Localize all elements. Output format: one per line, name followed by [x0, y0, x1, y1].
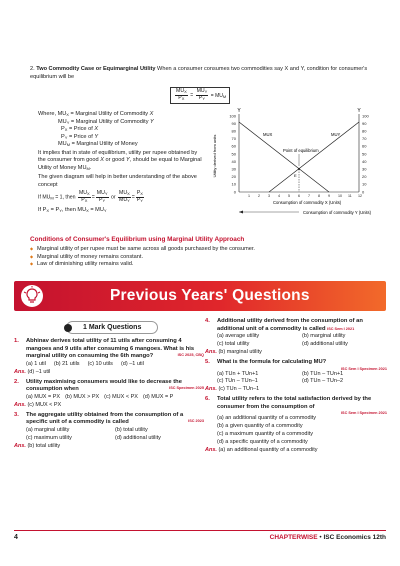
question-text: Additional utility derived from the consumption of an additional unit of a commodity is called [217, 318, 363, 332]
y-tick-label: 90 [231, 120, 236, 126]
option: (d) MUX = P [142, 393, 174, 400]
option: (b) marginal utility [302, 333, 346, 340]
x-tick-label: 4 [278, 194, 280, 198]
option: (b) a given quantity of a commodity [217, 423, 303, 430]
y-tick-label: 70 [231, 136, 236, 142]
footer-brand [270, 534, 386, 541]
answer: (c) MUX < PX [27, 401, 62, 408]
question-5: 5. What is the formula for calculating MU? ISC Sem I Specimen 2021 (a) TUn + TUn+1 (b) TUn – TUn+1 (c) TUn – TUn–1 (d) TUn – TUn–2 Ans. (c) TUn – TUn–1 [205, 358, 387, 393]
question-text: Utility maximising consumers would like to decrease the consumption when [26, 378, 182, 393]
banner-title: Previous Years' Questions [110, 287, 310, 304]
x-tick-label: 8 [318, 194, 320, 198]
option: (a) 1 util [26, 360, 46, 367]
section-intro-text: When a consumer consumes two commodities say X and Y, condition for consumer's equilibrium will be [30, 66, 368, 80]
option: (b) MUX > PX [65, 393, 100, 400]
mux-curve [239, 122, 329, 192]
option: (c) a maximum quantity of a commodity [217, 431, 313, 438]
y-tick-label: 30 [362, 166, 367, 172]
option: (c) total utility [217, 341, 250, 348]
question-3: 3. The aggregate utility obtained from the consumption of a specific unit of a commodity is called ISC 2023 (a) marginal utility (b) total utility (c) maximum utility (d) additional utility Ans. (b) total utility [14, 411, 204, 449]
conditions-title: Conditions of Consumer's Equilibrium using Marginal Utility Approach [30, 236, 245, 243]
option: (d) –1 util [120, 360, 144, 367]
y-tick-label: 50 [362, 151, 367, 157]
y-tick-label: 20 [231, 174, 236, 180]
option: (b) total utility [115, 426, 148, 433]
question-2: 2. Utility maximising consumers would like to decrease the consumption when ISC Specimen 2025 (a) MUX = PX (b) MUX > PX (c) MUX < PX (d) MUX = P Ans. (c) MUX < PX [14, 378, 204, 408]
x-tick-label: 9 [328, 194, 330, 198]
question-source: ISC Sem I Specimen 2021 [340, 366, 387, 371]
page-number: 4 [14, 534, 18, 541]
y-tick-label: 0 [362, 189, 365, 195]
x-caption: Consumption of commodity X (Units) [273, 200, 342, 205]
brand-name: CHAPTERWISE [269, 534, 318, 541]
option: (a) MUX = PX [26, 393, 61, 400]
x-tick-label: 3 [268, 194, 270, 198]
y-tick-label: 90 [362, 120, 367, 126]
question-4: 4. Additional utility derived from the consumption of an additional unit of a commodity is called ISC Sem I 2021 (a) average utility (b) marginal utility (c) total utility (d) additional utility Ans. (b) marginal utility [205, 318, 387, 357]
footer-rule [14, 530, 386, 531]
option: (a) average utility [217, 333, 260, 340]
questions-right [205, 318, 387, 455]
y-tick-label: 10 [362, 181, 367, 187]
x-tick-label: 12 [358, 194, 362, 198]
option: (c) MUX < PX [104, 393, 138, 400]
x-tick-label: 5 [288, 194, 290, 198]
equilibrium-point [298, 168, 300, 170]
answer: (a) an additional quantity of a commodity [218, 447, 318, 454]
question-source: ISC 2025, CBQ [177, 353, 204, 358]
y-tick-label: 100 [229, 113, 236, 119]
option: (a) an additional quantity of a commodity [217, 415, 317, 422]
x-tick-label: 10 [338, 194, 342, 198]
option: (c) maximum utility [26, 434, 72, 441]
y-tick-label: 40 [362, 158, 367, 164]
y-axis-title: Utility derived from units [212, 134, 217, 178]
y-tick-label: 60 [231, 143, 236, 149]
answer: (c) TUn – TUn–1 [218, 386, 260, 393]
condition-item: ◆ Marginal utility of money remains constant. [30, 254, 380, 262]
option: (c) TUn – TUn–1 [217, 378, 258, 385]
questions-left [14, 338, 204, 451]
muy-curve [269, 122, 359, 192]
footer-separator: • [319, 534, 322, 541]
question-text: Abhinav derives total utility of 11 utils after consuming 4 mangoes and 9 utils after consuming 6 mangoes. What is his marginal utility on consuming the 6th mango? [26, 338, 195, 360]
question-source: ISC 2023 [188, 419, 204, 424]
x-tick-label: 1 [248, 194, 250, 198]
option: (a) marginal utility [26, 426, 70, 433]
lightbulb-icon [21, 285, 43, 307]
equilibrium-graph [203, 106, 395, 218]
pyq-banner [14, 281, 386, 311]
def-mux: Where, $MU_X$ = Marginal Utility of Commodity X [38, 111, 154, 117]
section-heading: Two Commodity Case or Equimarginal Utility [36, 66, 156, 72]
y-tick-label: 20 [362, 174, 367, 180]
x-tick-label: 6 [298, 194, 300, 198]
equilibrium-label: Point of equilibrium [283, 148, 319, 153]
y-tick-label: 30 [231, 166, 236, 172]
pill-dot-icon [64, 324, 72, 332]
mux-label: MUX [263, 132, 273, 137]
y-tick-label: 40 [231, 158, 236, 164]
question-source: ISC Sem I Specimen 2021 [340, 411, 387, 416]
option: (d) additional utility [115, 434, 161, 441]
def-mum: $MU_M$ = Marginal Utility of Money [58, 141, 138, 148]
marks-label: 1 Mark Questions [83, 324, 142, 331]
condition-item: ◆ Marginal utility of per rupee must be same across all goods purchased by the consumer. [30, 246, 380, 254]
answer: (b) marginal utility [218, 349, 262, 355]
given-text: The given diagram will help in better understanding of the above concept [38, 174, 197, 188]
if-mum-formula: If $MU_M = 1$, then $\frac{MU_X}{P_X}$ = $\frac{MU_Y}{P_Y}$ or $\frac{MU_X}{MU_Y}$ = $\frac{P_X}{P_Y}$ [38, 190, 143, 204]
section2-intro [30, 66, 380, 81]
question-6: 6. Total utility refers to the total satisfaction derived by the consumer from the consumption of ISC Sem I Specimen 2021 (a) an additional quantity of a commodity (b) a given quantity of a commodity (c) a maximum quantity of a commodity (d) a specific quantity of a commodity Ans. (a) an additional quantity of a commodity [205, 396, 387, 454]
answer: (d) –1 util [27, 368, 51, 375]
y-caption-arrowhead [239, 211, 243, 214]
e-label: E [294, 173, 297, 178]
def-muy: $MU_Y$ = Marginal Utility of Commodity Y [58, 118, 154, 125]
muy-label: MUY [331, 132, 341, 137]
option: (a) TUn + TUn+1 [217, 370, 259, 377]
equilibrium-equation: $\frac{MU_X}{P_X}$ = $\frac{MU_Y}{P_Y}$ = $MU_M$ [170, 84, 230, 104]
answer: (b) total utility [27, 442, 61, 449]
x-tick-label: 11 [348, 194, 352, 198]
section-number: 2. [30, 66, 35, 72]
marks-pill [66, 321, 158, 334]
if-prices-equal: If $P_X = P_Y$, then $MU_X = MU_Y$ [38, 206, 107, 213]
y-tick-label: 50 [231, 151, 236, 157]
left-axis-label: Y [237, 108, 241, 114]
option: (b) 21 utils [53, 360, 80, 367]
question-text: Total utility refers to the total satisfaction derived by the consumer from the consumption of [217, 396, 372, 410]
question-text: The aggregate utility obtained from the consumption of a specific unit of a commodity is called [26, 411, 184, 426]
option: (c) 10 utils [87, 360, 113, 367]
implies-text: It implies that in state of equilibrium, utility per rupee obtained by the consumer from good X or good Y, should be equal to Marginal Utility of Money $MU_M$. [38, 149, 202, 171]
question-1: 1. Abhinav derives total utility of 11 utils after consuming 4 mangoes and 9 utils after consuming 6 mangoes. What is his marginal utility on consuming the 6th mango? ISC 2025, CBQ (a) 1 util (b) 21 utils (c) 10 utils (d) –1 util Ans. (d) –1 util [14, 338, 204, 375]
question-source: ISC Specimen 2025 [169, 386, 204, 391]
conditions-list [30, 246, 380, 269]
x-tick-label: 7 [308, 194, 310, 198]
x-tick-label: 2 [258, 194, 260, 198]
subject-name: ISC Economics 12th [323, 534, 386, 541]
question-source: ISC Sem I 2021 [327, 326, 355, 331]
def-py: $P_Y$ = Price of Y [61, 133, 99, 140]
y-tick-label: 80 [231, 128, 236, 134]
option: (d) additional utility [302, 341, 348, 348]
y-tick-label: 80 [362, 128, 367, 134]
def-px: $P_X$ = Price of X [61, 126, 99, 133]
condition-item: ◆ Law of diminishing utility remains valid. [30, 261, 380, 269]
y-tick-label: 10 [231, 181, 236, 187]
y-tick-label: 0 [233, 189, 236, 195]
y-tick-label: 60 [362, 143, 367, 149]
option: (d) a specific quantity of a commodity [217, 439, 308, 446]
y-tick-label: 100 [362, 113, 369, 119]
option: (b) TUn – TUn+1 [302, 370, 344, 377]
right-axis-label: Y [357, 108, 361, 114]
y-caption: Consumption of commodity Y (Units) [303, 210, 372, 215]
y-tick-label: 70 [362, 136, 367, 142]
definitions-block [38, 111, 203, 214]
option: (d) TUn – TUn–2 [302, 378, 344, 385]
question-text: What is the formula for calculating MU? [217, 358, 327, 365]
